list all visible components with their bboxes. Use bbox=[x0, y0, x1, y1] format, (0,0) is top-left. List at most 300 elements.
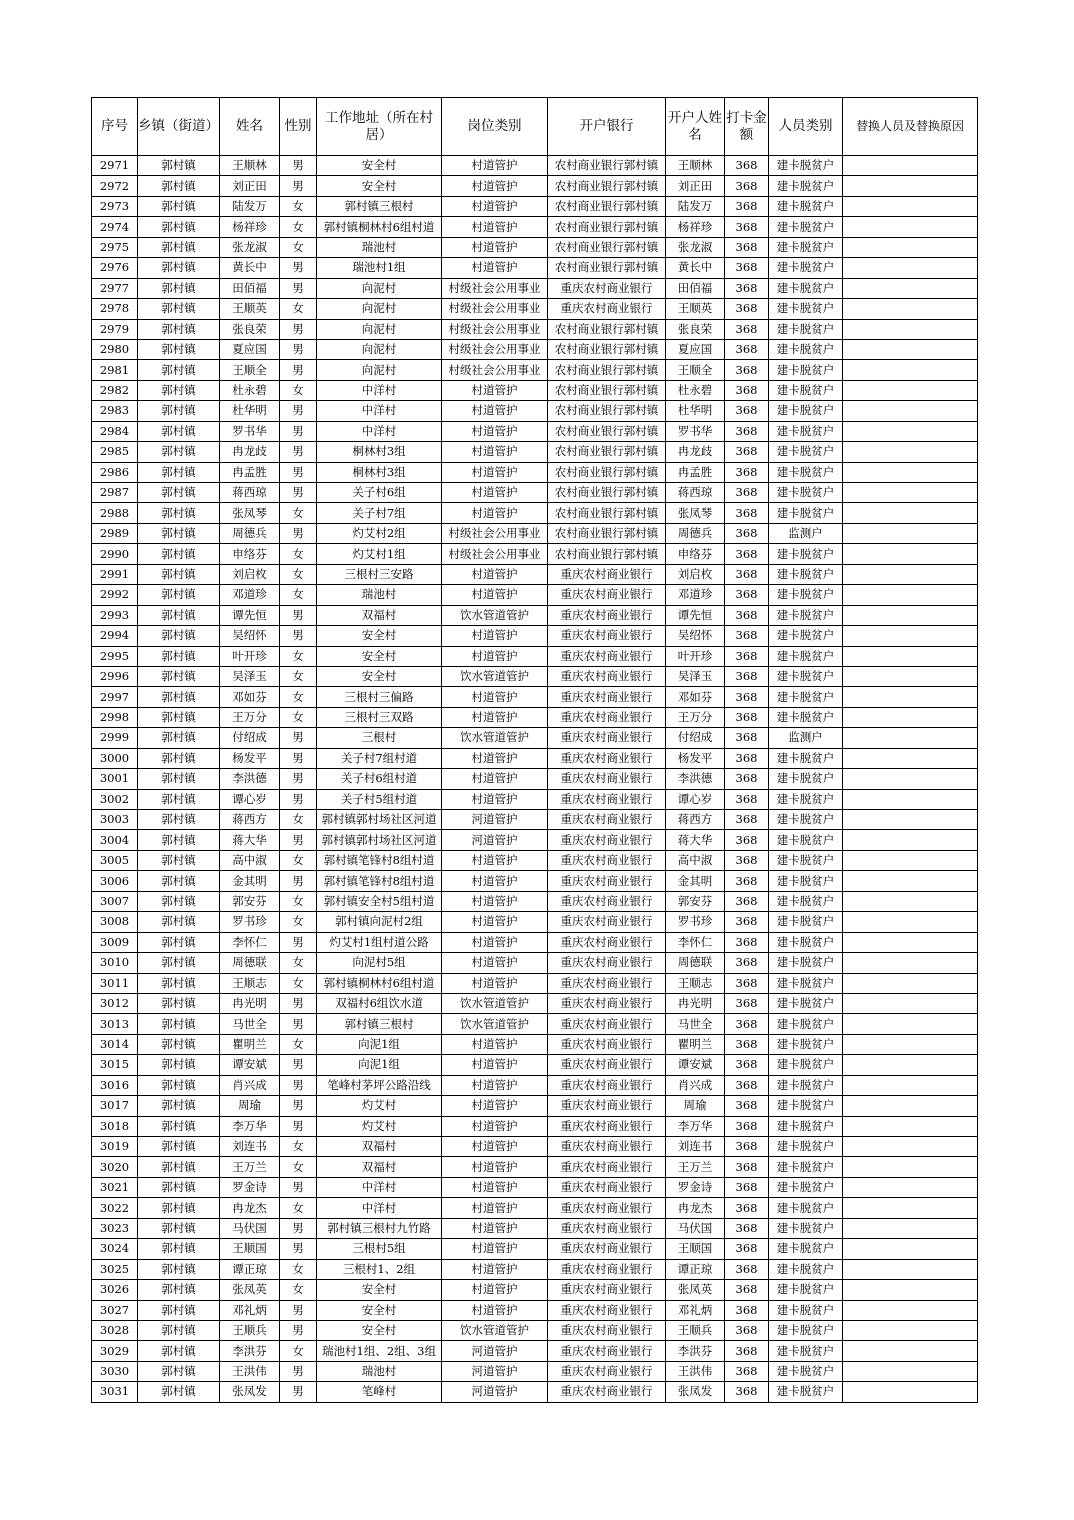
cell-name: 陆发万 bbox=[220, 196, 280, 216]
cell-town: 郭村镇 bbox=[138, 687, 220, 707]
cell-gender: 男 bbox=[280, 1075, 317, 1095]
cell-index: 3011 bbox=[92, 973, 138, 993]
col-header-replacement: 替换人员及替换原因 bbox=[843, 98, 978, 156]
cell-work-address: 中洋村 bbox=[317, 421, 442, 441]
table-row bbox=[92, 544, 978, 564]
cell-replacement bbox=[843, 258, 978, 278]
cell-work-address: 郭村镇桐林村6组村道 bbox=[317, 973, 442, 993]
table-row bbox=[92, 1055, 978, 1075]
cell-name: 罗书珍 bbox=[220, 912, 280, 932]
cell-replacement bbox=[843, 1055, 978, 1075]
cell-name: 张龙淑 bbox=[220, 237, 280, 257]
cell-post-type: 村级社会公用事业 bbox=[442, 544, 548, 564]
cell-bank: 重庆农村商业银行 bbox=[548, 789, 666, 809]
cell-bank: 重庆农村商业银行 bbox=[548, 564, 666, 584]
cell-work-address: 中洋村 bbox=[317, 380, 442, 400]
cell-gender: 男 bbox=[280, 769, 317, 789]
cell-name: 金其明 bbox=[220, 871, 280, 891]
cell-post-type: 村道管护 bbox=[442, 585, 548, 605]
cell-person-type: 建卡脱贫户 bbox=[769, 1198, 843, 1218]
cell-account-holder: 李万华 bbox=[666, 1116, 725, 1136]
cell-name: 冉龙杰 bbox=[220, 1198, 280, 1218]
cell-work-address: 关子村6组 bbox=[317, 483, 442, 503]
cell-person-type: 建卡脱贫户 bbox=[769, 850, 843, 870]
cell-bank: 重庆农村商业银行 bbox=[548, 646, 666, 666]
cell-name: 王顺林 bbox=[220, 156, 280, 176]
table-row bbox=[92, 1075, 978, 1095]
cell-gender: 男 bbox=[280, 789, 317, 809]
cell-work-address: 灼艾村 bbox=[317, 1116, 442, 1136]
cell-bank: 重庆农村商业银行 bbox=[548, 993, 666, 1013]
cell-amount: 368 bbox=[725, 176, 769, 196]
cell-person-type: 建卡脱贫户 bbox=[769, 932, 843, 952]
cell-amount: 368 bbox=[725, 544, 769, 564]
table-row bbox=[92, 993, 978, 1013]
cell-name: 蒋大华 bbox=[220, 830, 280, 850]
cell-bank: 重庆农村商业银行 bbox=[548, 1137, 666, 1157]
cell-amount: 368 bbox=[725, 380, 769, 400]
cell-bank: 重庆农村商业银行 bbox=[548, 953, 666, 973]
cell-work-address: 安全村 bbox=[317, 176, 442, 196]
cell-replacement bbox=[843, 1320, 978, 1340]
table-row bbox=[92, 646, 978, 666]
cell-replacement bbox=[843, 932, 978, 952]
cell-account-holder: 杨祥珍 bbox=[666, 217, 725, 237]
cell-replacement bbox=[843, 299, 978, 319]
cell-bank: 农村商业银行郭村镇 bbox=[548, 421, 666, 441]
cell-work-address: 三根村三安路 bbox=[317, 564, 442, 584]
cell-gender: 女 bbox=[280, 646, 317, 666]
cell-replacement bbox=[843, 380, 978, 400]
cell-name: 蒋西方 bbox=[220, 810, 280, 830]
cell-index: 2993 bbox=[92, 605, 138, 625]
cell-name: 郭安芬 bbox=[220, 891, 280, 911]
cell-account-holder: 田佰福 bbox=[666, 278, 725, 298]
cell-person-type: 建卡脱贫户 bbox=[769, 626, 843, 646]
cell-amount: 368 bbox=[725, 687, 769, 707]
cell-town: 郭村镇 bbox=[138, 605, 220, 625]
cell-post-type: 河道管护 bbox=[442, 830, 548, 850]
cell-amount: 368 bbox=[725, 1341, 769, 1361]
cell-gender: 女 bbox=[280, 891, 317, 911]
cell-amount: 368 bbox=[725, 1239, 769, 1259]
cell-name: 王万分 bbox=[220, 707, 280, 727]
cell-replacement bbox=[843, 462, 978, 482]
cell-index: 2972 bbox=[92, 176, 138, 196]
cell-work-address: 向泥村 bbox=[317, 360, 442, 380]
table-row bbox=[92, 299, 978, 319]
cell-gender: 男 bbox=[280, 483, 317, 503]
cell-replacement bbox=[843, 1075, 978, 1095]
cell-amount: 368 bbox=[725, 707, 769, 727]
cell-account-holder: 蒋西方 bbox=[666, 810, 725, 830]
cell-replacement bbox=[843, 1116, 978, 1136]
cell-town: 郭村镇 bbox=[138, 810, 220, 830]
table-row bbox=[92, 789, 978, 809]
cell-index: 2997 bbox=[92, 687, 138, 707]
cell-account-holder: 夏应国 bbox=[666, 339, 725, 359]
cell-amount: 368 bbox=[725, 483, 769, 503]
cell-account-holder: 邓如芬 bbox=[666, 687, 725, 707]
cell-name: 杜永碧 bbox=[220, 380, 280, 400]
cell-work-address: 关子村7组 bbox=[317, 503, 442, 523]
cell-amount: 368 bbox=[725, 769, 769, 789]
cell-gender: 女 bbox=[280, 707, 317, 727]
cell-gender: 女 bbox=[280, 1341, 317, 1361]
cell-town: 郭村镇 bbox=[138, 1116, 220, 1136]
cell-person-type: 建卡脱贫户 bbox=[769, 544, 843, 564]
cell-name: 冉光明 bbox=[220, 993, 280, 1013]
cell-work-address: 三根村5组 bbox=[317, 1239, 442, 1259]
cell-gender: 男 bbox=[280, 748, 317, 768]
table-row bbox=[92, 1116, 978, 1136]
cell-gender: 女 bbox=[280, 196, 317, 216]
cell-gender: 男 bbox=[280, 830, 317, 850]
cell-index: 3001 bbox=[92, 769, 138, 789]
cell-person-type: 建卡脱贫户 bbox=[769, 462, 843, 482]
table-row bbox=[92, 1341, 978, 1361]
cell-bank: 农村商业银行郭村镇 bbox=[548, 442, 666, 462]
cell-bank: 重庆农村商业银行 bbox=[548, 1239, 666, 1259]
cell-post-type: 村道管护 bbox=[442, 707, 548, 727]
cell-index: 3003 bbox=[92, 810, 138, 830]
cell-index: 2990 bbox=[92, 544, 138, 564]
cell-post-type: 村级社会公用事业 bbox=[442, 319, 548, 339]
cell-post-type: 饮水管道管护 bbox=[442, 666, 548, 686]
cell-town: 郭村镇 bbox=[138, 666, 220, 686]
cell-gender: 男 bbox=[280, 442, 317, 462]
cell-post-type: 村道管护 bbox=[442, 1075, 548, 1095]
table-row bbox=[92, 196, 978, 216]
cell-post-type: 村道管护 bbox=[442, 401, 548, 421]
cell-account-holder: 马世全 bbox=[666, 1014, 725, 1034]
cell-account-holder: 周德兵 bbox=[666, 523, 725, 543]
cell-person-type: 建卡脱贫户 bbox=[769, 503, 843, 523]
cell-name: 刘启枚 bbox=[220, 564, 280, 584]
table-row bbox=[92, 1034, 978, 1054]
cell-account-holder: 马伏国 bbox=[666, 1218, 725, 1238]
cell-account-holder: 张良荣 bbox=[666, 319, 725, 339]
cell-index: 3019 bbox=[92, 1137, 138, 1157]
cell-account-holder: 肖兴成 bbox=[666, 1075, 725, 1095]
cell-person-type: 建卡脱贫户 bbox=[769, 564, 843, 584]
cell-post-type: 饮水管道管护 bbox=[442, 1320, 548, 1340]
cell-index: 2991 bbox=[92, 564, 138, 584]
cell-town: 郭村镇 bbox=[138, 1034, 220, 1054]
cell-name: 黄长中 bbox=[220, 258, 280, 278]
cell-post-type: 村道管护 bbox=[442, 891, 548, 911]
table-row bbox=[92, 830, 978, 850]
cell-bank: 农村商业银行郭村镇 bbox=[548, 196, 666, 216]
cell-bank: 重庆农村商业银行 bbox=[548, 932, 666, 952]
cell-replacement bbox=[843, 319, 978, 339]
cell-index: 3015 bbox=[92, 1055, 138, 1075]
cell-index: 3017 bbox=[92, 1096, 138, 1116]
cell-town: 郭村镇 bbox=[138, 1137, 220, 1157]
cell-account-holder: 谭先恒 bbox=[666, 605, 725, 625]
cell-post-type: 饮水管道管护 bbox=[442, 605, 548, 625]
cell-amount: 368 bbox=[725, 871, 769, 891]
cell-replacement bbox=[843, 707, 978, 727]
cell-replacement bbox=[843, 442, 978, 462]
cell-name: 张凤发 bbox=[220, 1382, 280, 1402]
cell-person-type: 建卡脱贫户 bbox=[769, 237, 843, 257]
cell-name: 张凤琴 bbox=[220, 503, 280, 523]
cell-post-type: 村道管护 bbox=[442, 789, 548, 809]
cell-town: 郭村镇 bbox=[138, 156, 220, 176]
cell-name: 李洪芬 bbox=[220, 1341, 280, 1361]
cell-bank: 重庆农村商业银行 bbox=[548, 1055, 666, 1075]
cell-work-address: 双福村 bbox=[317, 605, 442, 625]
cell-post-type: 河道管护 bbox=[442, 1361, 548, 1381]
cell-town: 郭村镇 bbox=[138, 1239, 220, 1259]
cell-gender: 女 bbox=[280, 237, 317, 257]
cell-account-holder: 王万分 bbox=[666, 707, 725, 727]
cell-gender: 男 bbox=[280, 360, 317, 380]
cell-person-type: 建卡脱贫户 bbox=[769, 421, 843, 441]
cell-gender: 男 bbox=[280, 339, 317, 359]
cell-post-type: 河道管护 bbox=[442, 1341, 548, 1361]
cell-person-type: 建卡脱贫户 bbox=[769, 1300, 843, 1320]
cell-amount: 368 bbox=[725, 1096, 769, 1116]
cell-account-holder: 邓道珍 bbox=[666, 585, 725, 605]
cell-index: 3002 bbox=[92, 789, 138, 809]
table-row bbox=[92, 605, 978, 625]
cell-index: 3031 bbox=[92, 1382, 138, 1402]
cell-bank: 重庆农村商业银行 bbox=[548, 1320, 666, 1340]
table-body bbox=[92, 156, 978, 1403]
cell-bank: 重庆农村商业银行 bbox=[548, 1014, 666, 1034]
cell-post-type: 村道管护 bbox=[442, 932, 548, 952]
table-row bbox=[92, 912, 978, 932]
cell-amount: 368 bbox=[725, 1361, 769, 1381]
cell-town: 郭村镇 bbox=[138, 932, 220, 952]
cell-name: 付绍成 bbox=[220, 728, 280, 748]
cell-amount: 368 bbox=[725, 932, 769, 952]
cell-amount: 368 bbox=[725, 993, 769, 1013]
cell-person-type: 建卡脱贫户 bbox=[769, 483, 843, 503]
cell-index: 2976 bbox=[92, 258, 138, 278]
cell-town: 郭村镇 bbox=[138, 483, 220, 503]
cell-index: 2995 bbox=[92, 646, 138, 666]
table-row bbox=[92, 973, 978, 993]
cell-account-holder: 吴泽玉 bbox=[666, 666, 725, 686]
cell-index: 2988 bbox=[92, 503, 138, 523]
cell-index: 2982 bbox=[92, 380, 138, 400]
cell-replacement bbox=[843, 483, 978, 503]
cell-gender: 女 bbox=[280, 585, 317, 605]
cell-person-type: 建卡脱贫户 bbox=[769, 707, 843, 727]
cell-replacement bbox=[843, 217, 978, 237]
cell-bank: 重庆农村商业银行 bbox=[548, 1300, 666, 1320]
cell-town: 郭村镇 bbox=[138, 339, 220, 359]
cell-person-type: 建卡脱贫户 bbox=[769, 1075, 843, 1095]
cell-work-address: 郭村镇三根村 bbox=[317, 1014, 442, 1034]
cell-post-type: 村道管护 bbox=[442, 1034, 548, 1054]
cell-amount: 368 bbox=[725, 319, 769, 339]
cell-name: 吴泽玉 bbox=[220, 666, 280, 686]
cell-account-holder: 刘启枚 bbox=[666, 564, 725, 584]
cell-replacement bbox=[843, 1198, 978, 1218]
cell-replacement bbox=[843, 1157, 978, 1177]
cell-replacement bbox=[843, 748, 978, 768]
cell-amount: 368 bbox=[725, 1259, 769, 1279]
cell-gender: 女 bbox=[280, 217, 317, 237]
cell-post-type: 村级社会公用事业 bbox=[442, 523, 548, 543]
cell-name: 瞿明兰 bbox=[220, 1034, 280, 1054]
cell-replacement bbox=[843, 1218, 978, 1238]
cell-amount: 368 bbox=[725, 421, 769, 441]
cell-town: 郭村镇 bbox=[138, 360, 220, 380]
cell-gender: 男 bbox=[280, 1177, 317, 1197]
cell-account-holder: 王顺林 bbox=[666, 156, 725, 176]
cell-name: 申络芬 bbox=[220, 544, 280, 564]
cell-name: 冉龙歧 bbox=[220, 442, 280, 462]
cell-gender: 男 bbox=[280, 1320, 317, 1340]
cell-name: 邓如芬 bbox=[220, 687, 280, 707]
cell-work-address: 三根村三双路 bbox=[317, 707, 442, 727]
cell-account-holder: 申络芬 bbox=[666, 544, 725, 564]
cell-town: 郭村镇 bbox=[138, 1341, 220, 1361]
cell-account-holder: 李洪德 bbox=[666, 769, 725, 789]
cell-town: 郭村镇 bbox=[138, 830, 220, 850]
table-row bbox=[92, 687, 978, 707]
table-row bbox=[92, 932, 978, 952]
cell-account-holder: 王万兰 bbox=[666, 1157, 725, 1177]
cell-work-address: 郭村镇三根村九竹路 bbox=[317, 1218, 442, 1238]
cell-account-holder: 王顺国 bbox=[666, 1239, 725, 1259]
cell-name: 王顺全 bbox=[220, 360, 280, 380]
cell-amount: 368 bbox=[725, 196, 769, 216]
cell-account-holder: 张凤琴 bbox=[666, 503, 725, 523]
cell-town: 郭村镇 bbox=[138, 707, 220, 727]
cell-gender: 男 bbox=[280, 319, 317, 339]
cell-post-type: 村道管护 bbox=[442, 1116, 548, 1136]
cell-person-type: 建卡脱贫户 bbox=[769, 1280, 843, 1300]
cell-town: 郭村镇 bbox=[138, 789, 220, 809]
cell-post-type: 村道管护 bbox=[442, 687, 548, 707]
cell-gender: 女 bbox=[280, 544, 317, 564]
cell-replacement bbox=[843, 789, 978, 809]
cell-work-address: 向泥村 bbox=[317, 278, 442, 298]
cell-town: 郭村镇 bbox=[138, 728, 220, 748]
cell-work-address: 安全村 bbox=[317, 666, 442, 686]
cell-town: 郭村镇 bbox=[138, 401, 220, 421]
table-row bbox=[92, 891, 978, 911]
cell-account-holder: 张龙淑 bbox=[666, 237, 725, 257]
cell-work-address: 瑞池村1组 bbox=[317, 258, 442, 278]
cell-post-type: 村道管护 bbox=[442, 258, 548, 278]
cell-person-type: 建卡脱贫户 bbox=[769, 1014, 843, 1034]
cell-town: 郭村镇 bbox=[138, 1157, 220, 1177]
cell-gender: 男 bbox=[280, 1382, 317, 1402]
cell-town: 郭村镇 bbox=[138, 1218, 220, 1238]
cell-town: 郭村镇 bbox=[138, 319, 220, 339]
cell-name: 谭心岁 bbox=[220, 789, 280, 809]
cell-person-type: 建卡脱贫户 bbox=[769, 1116, 843, 1136]
cell-name: 刘连书 bbox=[220, 1137, 280, 1157]
cell-work-address: 安全村 bbox=[317, 156, 442, 176]
cell-post-type: 村道管护 bbox=[442, 871, 548, 891]
cell-amount: 368 bbox=[725, 442, 769, 462]
cell-replacement bbox=[843, 176, 978, 196]
cell-bank: 重庆农村商业银行 bbox=[548, 1177, 666, 1197]
cell-bank: 重庆农村商业银行 bbox=[548, 1116, 666, 1136]
cell-index: 2977 bbox=[92, 278, 138, 298]
personnel-table bbox=[91, 97, 978, 1403]
cell-post-type: 村道管护 bbox=[442, 380, 548, 400]
cell-work-address: 关子村7组村道 bbox=[317, 748, 442, 768]
table-row bbox=[92, 1096, 978, 1116]
cell-gender: 女 bbox=[280, 1157, 317, 1177]
table-row bbox=[92, 503, 978, 523]
cell-bank: 重庆农村商业银行 bbox=[548, 891, 666, 911]
cell-gender: 男 bbox=[280, 401, 317, 421]
cell-replacement bbox=[843, 1034, 978, 1054]
cell-town: 郭村镇 bbox=[138, 564, 220, 584]
cell-person-type: 建卡脱贫户 bbox=[769, 912, 843, 932]
cell-work-address: 中洋村 bbox=[317, 401, 442, 421]
cell-name: 王万兰 bbox=[220, 1157, 280, 1177]
table-row bbox=[92, 339, 978, 359]
table-row bbox=[92, 442, 978, 462]
cell-amount: 368 bbox=[725, 585, 769, 605]
cell-amount: 368 bbox=[725, 912, 769, 932]
cell-work-address: 双福村 bbox=[317, 1137, 442, 1157]
cell-bank: 农村商业银行郭村镇 bbox=[548, 380, 666, 400]
cell-amount: 368 bbox=[725, 1116, 769, 1136]
col-header-account-holder: 开户人姓名 bbox=[666, 98, 725, 156]
cell-post-type: 村道管护 bbox=[442, 973, 548, 993]
table-row bbox=[92, 1280, 978, 1300]
cell-work-address: 双福村6组饮水道 bbox=[317, 993, 442, 1013]
cell-post-type: 河道管护 bbox=[442, 810, 548, 830]
cell-post-type: 村道管护 bbox=[442, 503, 548, 523]
cell-gender: 男 bbox=[280, 993, 317, 1013]
table-row bbox=[92, 1157, 978, 1177]
cell-work-address: 向泥村 bbox=[317, 339, 442, 359]
cell-person-type: 建卡脱贫户 bbox=[769, 1239, 843, 1259]
cell-name: 马世全 bbox=[220, 1014, 280, 1034]
cell-work-address: 向泥1组 bbox=[317, 1055, 442, 1075]
cell-name: 邓礼炳 bbox=[220, 1300, 280, 1320]
cell-amount: 368 bbox=[725, 156, 769, 176]
cell-account-holder: 罗书珍 bbox=[666, 912, 725, 932]
cell-index: 2994 bbox=[92, 626, 138, 646]
cell-work-address: 瑞池村1组、2组、3组 bbox=[317, 1341, 442, 1361]
cell-index: 2985 bbox=[92, 442, 138, 462]
cell-bank: 重庆农村商业银行 bbox=[548, 1341, 666, 1361]
cell-person-type: 建卡脱贫户 bbox=[769, 953, 843, 973]
cell-gender: 男 bbox=[280, 421, 317, 441]
cell-account-holder: 杜华明 bbox=[666, 401, 725, 421]
cell-bank: 重庆农村商业银行 bbox=[548, 666, 666, 686]
cell-bank: 重庆农村商业银行 bbox=[548, 1361, 666, 1381]
cell-account-holder: 王洪伟 bbox=[666, 1361, 725, 1381]
cell-index: 3007 bbox=[92, 891, 138, 911]
cell-name: 田佰福 bbox=[220, 278, 280, 298]
cell-bank: 重庆农村商业银行 bbox=[548, 871, 666, 891]
cell-replacement bbox=[843, 585, 978, 605]
cell-index: 3013 bbox=[92, 1014, 138, 1034]
cell-town: 郭村镇 bbox=[138, 871, 220, 891]
cell-town: 郭村镇 bbox=[138, 176, 220, 196]
cell-replacement bbox=[843, 544, 978, 564]
table-row bbox=[92, 1014, 978, 1034]
cell-index: 3030 bbox=[92, 1361, 138, 1381]
cell-amount: 368 bbox=[725, 523, 769, 543]
table-row bbox=[92, 360, 978, 380]
